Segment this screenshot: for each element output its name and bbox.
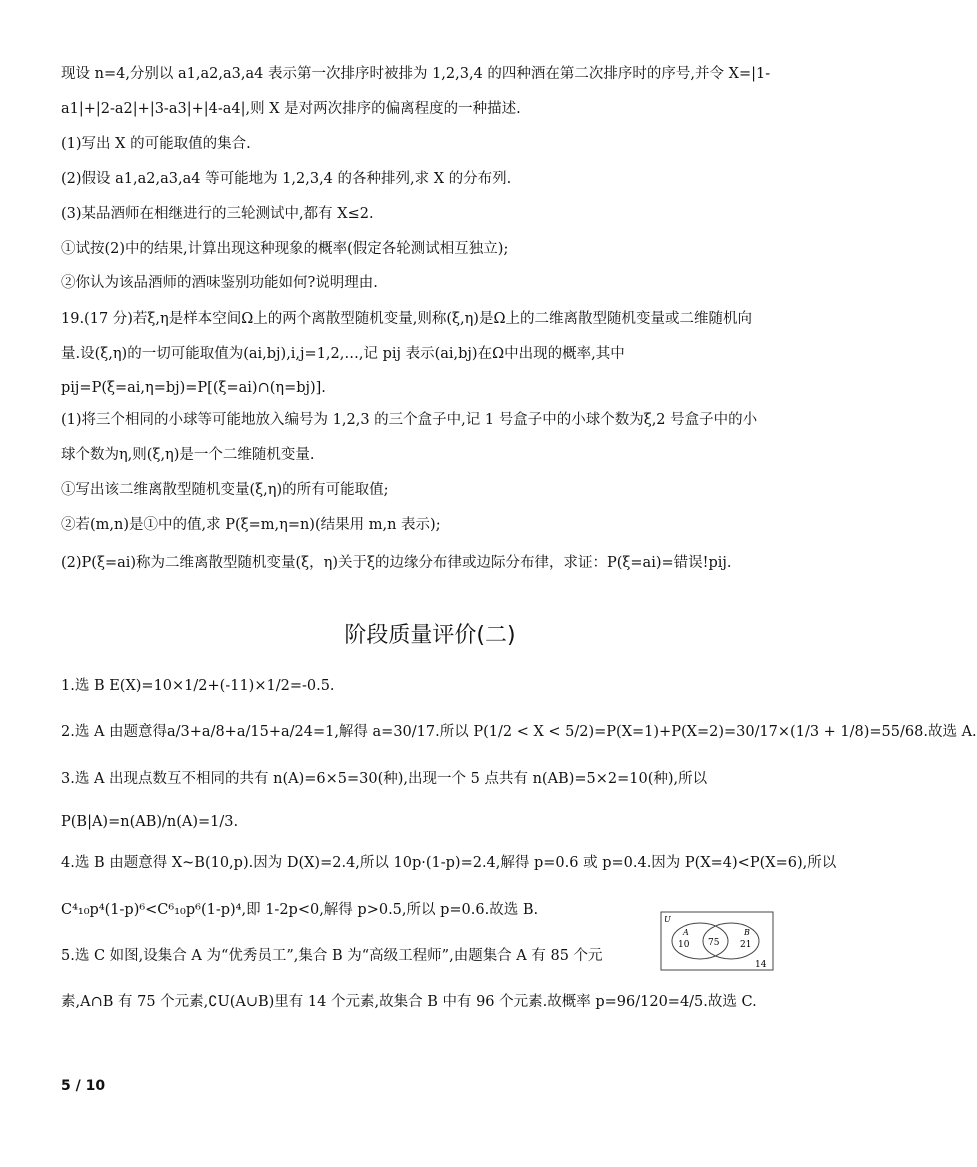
text-line: (2)P(ξ=ai)称为二维离散型随机变量(ξ，η)关于ξ的边缘分布律或边际分布律，求证：P(ξ=ai)=错误!pij. <box>61 555 732 571</box>
text-line: a1|+|2-a2|+|3-a3|+|4-a4|,则 X 是对两次排序的偏离程度的一种描述. <box>61 101 521 117</box>
page-number: 5 / 10 <box>61 1078 106 1094</box>
venn-diagram <box>660 911 774 971</box>
answer-line: 3.选 A 出现点数互不相同的共有 n(A)=6×5=30(种),出现一个 5 点共有 n(AB)=5×2=10(种),所以 <box>61 771 708 787</box>
label-a: A <box>683 928 689 937</box>
text-line: 量.设(ξ,η)的一切可能取值为(ai,bj),i,j=1,2,…,记 pij 表示(ai,bj)在Ω中出现的概率,其中 <box>61 346 625 362</box>
label-u: U <box>664 915 671 924</box>
section-title: 阶段质量评价(二) <box>344 623 516 648</box>
value-a-only: 10 <box>678 940 690 950</box>
label-b: B <box>744 928 750 937</box>
text-line: ①写出该二维离散型随机变量(ξ,η)的所有可能取值; <box>61 482 389 498</box>
answer-line: P(B|A)=n(AB)/n(A)=1/3. <box>61 814 239 830</box>
answer-line: 4.选 B 由题意得 X~B(10,p).因为 D(X)=2.4,所以 10p·(1-p)=2.4,解得 p=0.6 或 p=0.4.因为 P(X=4)<P(X=6),所以 <box>61 855 837 871</box>
answer-line: 2.选 A 由题意得a/3+a/8+a/15+a/24=1,解得 a=30/17.所以 P(1/2 < X < 5/2)=P(X=1)+P(X=2)=30/17×(1/3 + 1/8)=55/68.故选 A. <box>61 724 977 740</box>
text-line: 19.(17 分)若ξ,η是样本空间Ω上的两个离散型随机变量,则称(ξ,η)是Ω上的二维离散型随机变量或二维随机向 <box>61 311 752 327</box>
answer-line: C⁴₁₀p⁴(1-p)⁶<C⁶₁₀p⁶(1-p)⁴,即 1-2p<0,解得 p>0.5,所以 p=0.6.故选 B. <box>61 902 539 918</box>
answer-line: 素,A∩B 有 75 个元素,∁U(A∪B)里有 14 个元素,故集合 B 中有 96 个元素.故概率 p=96/120=4/5.故选 C. <box>61 994 757 1010</box>
text-line: 球个数为η,则(ξ,η)是一个二维随机变量. <box>61 447 315 463</box>
answer-line: 1.选 B E(X)=10×1/2+(-11)×1/2=-0.5. <box>61 678 335 694</box>
answer-line: 5.选 C 如图,设集合 A 为“优秀员工”,集合 B 为“高级工程师”,由题集合 A 有 85 个元 <box>61 948 603 964</box>
text-line: ②你认为该品酒师的酒味鉴别功能如何?说明理由. <box>61 275 378 291</box>
text-line: (1)将三个相同的小球等可能地放入编号为 1,2,3 的三个盒子中,记 1 号盒子中的小球个数为ξ,2 号盒子中的小 <box>61 412 758 428</box>
text-line: (2)假设 a1,a2,a3,a4 等可能地为 1,2,3,4 的各种排列,求 X 的分布列. <box>61 171 512 187</box>
value-b-only: 21 <box>740 940 752 950</box>
text-line: (1)写出 X 的可能取值的集合. <box>61 136 251 152</box>
text-line: 现设 n=4,分别以 a1,a2,a3,a4 表示第一次排序时被排为 1,2,3,4 的四种酒在第二次排序时的序号,并令 X=|1- <box>61 66 771 82</box>
text-line: ②若(m,n)是①中的值,求 P(ξ=m,η=n)(结果用 m,n 表示); <box>61 517 441 533</box>
value-both: 75 <box>708 938 720 948</box>
text-line: ①试按(2)中的结果,计算出现这种现象的概率(假定各轮测试相互独立); <box>61 241 509 257</box>
value-outside: 14 <box>755 960 767 970</box>
text-line: (3)某品酒师在相继进行的三轮测试中,都有 X≤2. <box>61 206 374 222</box>
text-line: pij=P(ξ=ai,η=bj)=P[(ξ=ai)∩(η=bj)]. <box>61 380 326 396</box>
